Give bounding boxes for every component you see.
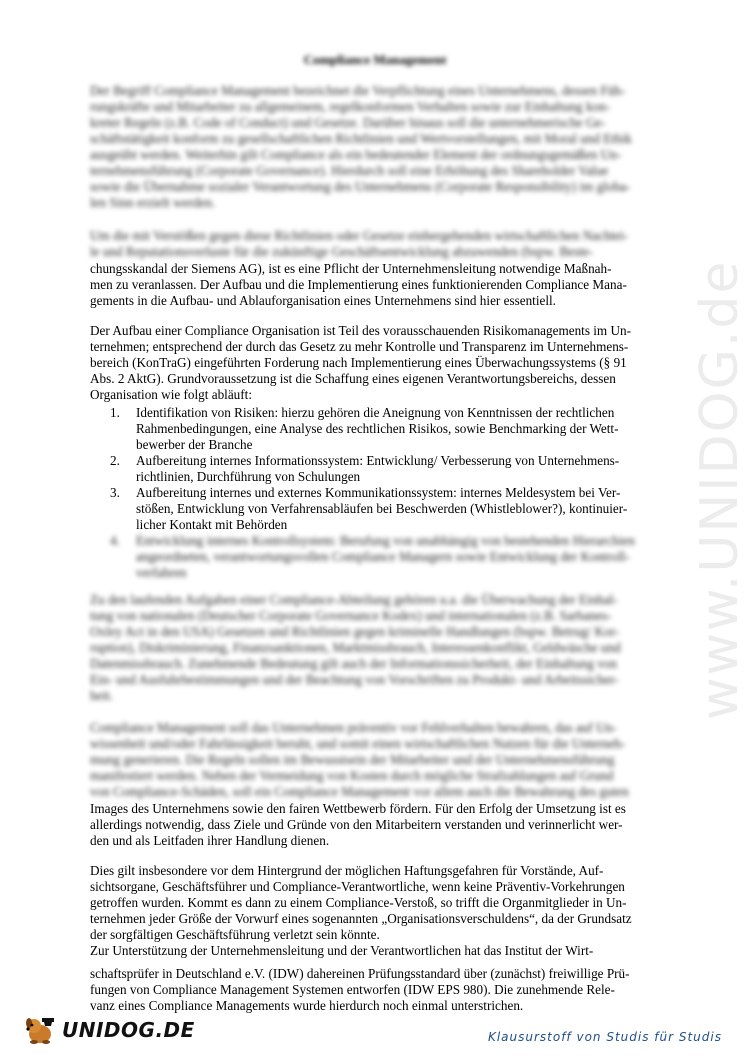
blurred-paragraph-tasks	[90, 592, 660, 704]
text-line: Ein- und Ausfuhrbestimmungen und der Beachtung von Vorschriften zu Produkt- und Arbeitssicher-	[90, 672, 619, 687]
text-line: gements in die Aufbau- und Ablauforganisation eines Unternehmens sind hier essentiell.	[90, 293, 556, 308]
text-line: men zu veranlassen. Der Aufbau und die Implementierung eines funktionierenden Compliance Mana-	[90, 277, 627, 292]
text-line: Organisation wie folgt abläuft:	[90, 387, 252, 402]
footer-slogan: Klausurstoff von Studis für Studis	[487, 1030, 722, 1044]
text-line: Compliance Management soll das Unternehmen präventiv vor Fehlverhalten bewahren, das auf Un-	[90, 720, 617, 735]
text-line: der sorgfältigen Geschäftsführung verletzt sein könnte.	[90, 927, 380, 942]
text-line: Um die mit Verstößen gegen diese Richtlinien oder Gesetze einhergehenden wirtschaftlichen Nachtei-	[90, 228, 629, 243]
text-line: mung generieren. Die Regeln sollen im Bewusstsein der Mitarbeiter und der Unternehmensführung	[90, 752, 615, 767]
text-line: Oxley Act in den USA) Gesetzen und Richtlinien gegen kriminelle Handlungen (bspw. Betrug/ Kor-	[90, 624, 620, 639]
text-line: ausgeübt werden. Weiterhin gilt Compliance als ein bedeutender Element der ordnungsgemäßen Un-	[90, 147, 622, 162]
text-line: rungskräfte und Mitarbeiter zu allgemeinem, regelkonformen Verhalten sowie zur Einhaltung kon-	[90, 99, 611, 114]
text-line: bewerber der Branche	[136, 437, 253, 452]
text-line: verfahren	[136, 565, 187, 580]
text-line: Datenmissbrauch. Zunehmende Bedeutung gilt auch der Informationssicherheit, der Einhaltung von	[90, 656, 617, 671]
blurred-paragraph-intro	[90, 83, 660, 211]
text-line: Aufbereitung internes Informationssystem: Entwicklung/ Verbesserung von Unternehmens-	[136, 453, 620, 468]
list-item-text	[136, 485, 627, 533]
list-item	[110, 485, 670, 533]
text-line: sowie die Übernahme sozialer Verantwortung des Unternehmens (Corporate Responsibility) im globa-	[90, 179, 631, 194]
text-line: Images des Unternehmens sowie den fairen Wettbewerb fördern. Für den Erfolg der Umsetzung ist es	[90, 801, 626, 816]
text-line: wissenheit und/oder Fahrlässigkeit beruht, und somit einen wirtschaftlichen Nutzen für die Unterneh-	[90, 736, 626, 751]
paragraph-idw-standard	[90, 966, 660, 1014]
text-line: vanz eines Compliance Managements wurde hierdurch noch einmal unterstrichen.	[90, 998, 524, 1013]
list-item	[110, 533, 670, 581]
text-line: Der Aufbau einer Compliance Organisation ist Teil des vorausschauenden Risikomanagements im Un-	[90, 323, 631, 338]
list-item-number: 2.	[110, 453, 120, 468]
text-line: ternehmensführung (Corporate Governance). Hierdurch soll eine Erhöhung des Shareholder Value	[90, 163, 609, 178]
list-item	[110, 405, 670, 453]
text-line: getroffen wurden. Kommt es dann zu einem Compliance-Verstoß, so trifft die Organmitglieder in Un-	[90, 895, 627, 910]
text-line: len Sinn erzielt werden.	[90, 195, 216, 210]
list-item-number: 4.	[110, 533, 120, 548]
text-line: sichtsorgane, Geschäftsführer und Compliance-Verantwortliche, wenn keine Präventiv-Vorkehrungen	[90, 879, 625, 894]
text-line: tung von nationalen (Deutscher Corporate Governance Kodex) und internationalen (z.B. Sarbanes-	[90, 608, 612, 623]
text-line: heit.	[90, 688, 114, 703]
text-line: le und Reputationsverluste für die zukünftige Geschäftsentwicklung abzuwenden (bspw. Beste-	[90, 244, 594, 259]
text-line: Dies gilt insbesondere vor dem Hintergrund der möglichen Haftungsgefahren für Vorstände, Auf-	[90, 863, 604, 878]
blurred-paragraph-consequences	[90, 228, 660, 260]
text-line: ternehmen jeder Größe der Vorwurf eines sogenannten „Organisationsverschuldens“, da der Grundsatz	[90, 911, 632, 926]
text-line: schaftsprüfer in Deutschland e.V. (IDW) dahereinen Prüfungsstandard über (zunächst) freiwillige Prü-	[90, 966, 630, 981]
text-line: licher Kontakt mit Behörden	[136, 517, 288, 532]
document-title: Compliance Management	[303, 52, 447, 67]
text-line: Entwicklung internes Kontrollsystem: Berufung von unabhängig von bestehenden Hierarchien	[136, 533, 635, 548]
blurred-paragraph-prevention	[90, 720, 660, 800]
text-line: ternehmen; entsprechend der durch das Gesetz zu mehr Kontrolle und Transparenz im Unternehmens-	[90, 339, 629, 354]
text-line: manifestiert werden. Neben der Vermeidung von Kosten durch mögliche Strafzahlungen auf Grund	[90, 768, 614, 783]
text-line: Der Begriff Compliance Management bezeichnet die Verpflichtung eines Unternehmens, dessen Füh-	[90, 83, 626, 98]
list-item-text	[136, 453, 619, 485]
text-line: allerdings notwendig, dass Ziele und Gründe von den Mitarbeitern verstanden und verinnerlicht wer-	[90, 817, 623, 832]
paragraph-liability	[90, 863, 660, 959]
text-line: Abs. 2 AktG). Grundvoraussetzung ist die Schaffung eines eigenen Verantwortungsbereichs, dessen	[90, 371, 616, 386]
list-item-number: 1.	[110, 405, 120, 420]
dog-mascot-icon	[22, 1015, 58, 1045]
text-line: von Compliance-Schäden, soll ein Compliance Management vor allem auch die Bewahrung des guten	[90, 784, 629, 799]
watermark-text: www.UNIDOG.de	[690, 259, 750, 720]
paragraph-image-goals	[90, 801, 660, 849]
text-line: Zu den laufenden Aufgaben einer Compliance-Abteilung gehören u.a. die Überwachung der Einhal-	[90, 592, 618, 607]
text-line: Zur Unterstützung der Unternehmensleitung und der Verantwortlichen hat das Institut der Wirt-	[90, 943, 594, 958]
text-line: Rahmenbedingungen, eine Analyse des rechtlichen Risikos, sowie Benchmarking der Wett-	[136, 421, 619, 436]
text-line: fungen von Compliance Management Systemen entworfen (IDW EPS 980). Die zunehmende Rele-	[90, 982, 615, 997]
text-line: schäftstätigkeit konform zu gesellschaftlichen Richtlinien und Wertvorstellungen, mit Moral und Ethik	[90, 131, 632, 146]
logo-wordmark: UNIDOG.DE	[62, 1018, 195, 1042]
text-line: angeordneten, verantwortungsvollen Compliance Managern sowie Entwicklung der Kontroll-	[136, 549, 630, 564]
list-item	[110, 453, 670, 485]
text-line: bereich (KonTraG) eingeführten Forderung nach Implementierung eines Überwachungssystems (§ 91	[90, 355, 627, 370]
text-line: den und als Leitfaden ihrer Handlung dienen.	[90, 833, 330, 848]
list-item-number: 3.	[110, 485, 120, 500]
text-line: ruption), Diskriminierung, Finanzsanktionen, Marktmissbrauch, Interessenkonflikt, Geldwäsche und	[90, 640, 621, 655]
list-item-text	[136, 405, 618, 453]
text-line: Identifikation von Risiken: hierzu gehören die Aneignung von Kenntnissen der rechtlichen	[136, 405, 615, 420]
list-item-text	[136, 533, 635, 581]
text-line: chungsskandal der Siemens AG), ist es eine Pflicht der Unternehmensleitung notwendige Maßnah-	[90, 261, 612, 276]
paragraph-compliance-organisation	[90, 323, 660, 403]
process-list	[110, 405, 670, 581]
text-line: stößen, Entwicklung von Verfahrensabläufen bei Beschwerden (Whistleblower?), kontinuier-	[136, 501, 628, 516]
unidog-logo[interactable]	[22, 1015, 195, 1045]
text-line: Aufbereitung internes und externes Kommunikationssystem: internes Meldesystem bei Ver-	[136, 485, 621, 500]
text-line: kreter Regeln (z.B. Code of Conduct) und Gesetze. Darüber hinaus soll die unternehmerische Ge-	[90, 115, 606, 130]
text-line: richtlinien, Durchführung von Schulungen	[136, 469, 361, 484]
paragraph-management-duty	[90, 261, 660, 309]
